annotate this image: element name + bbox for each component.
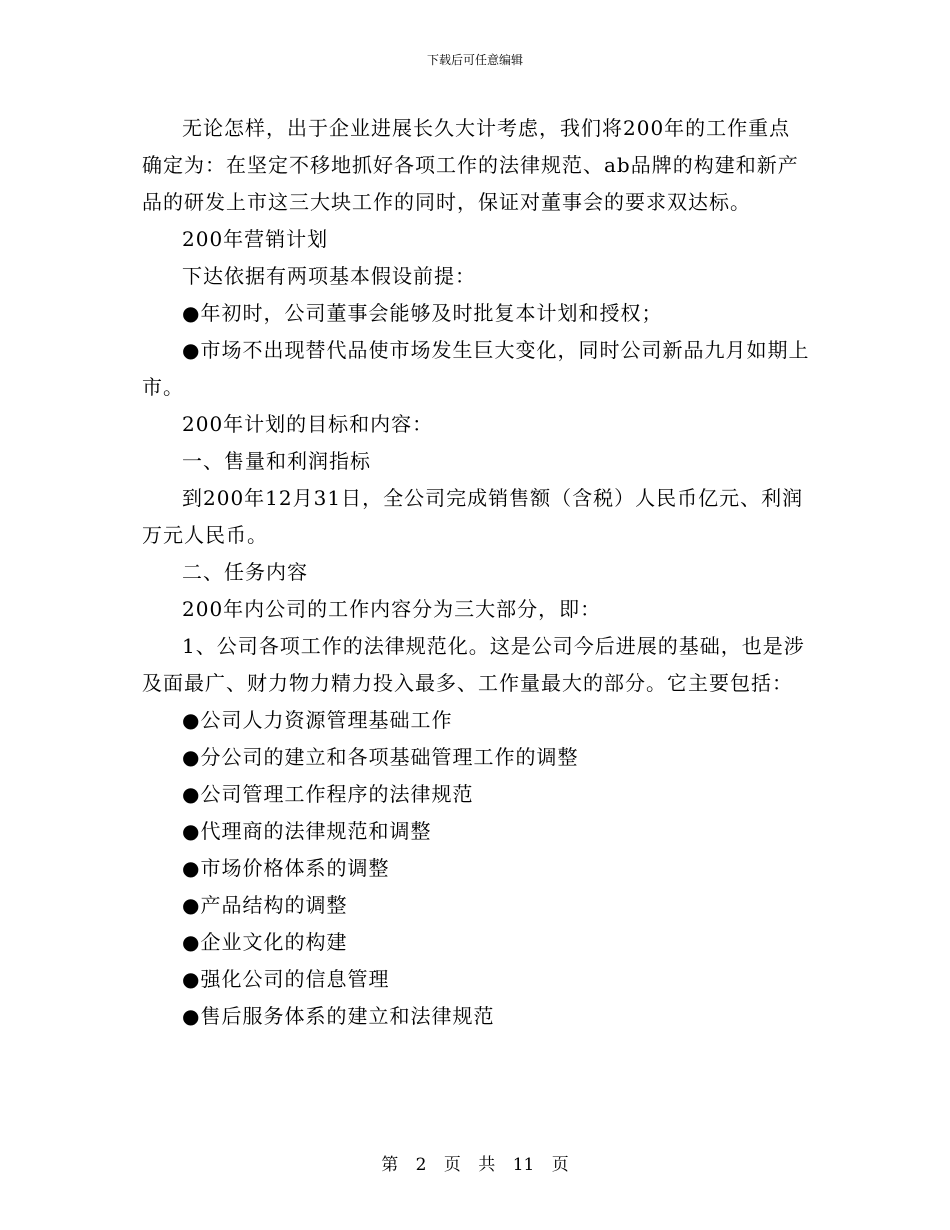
footer-label-total: 共 [478,1155,496,1175]
paragraph-three-parts: 200年内公司的工作内容分为三大部分，即： [182,597,602,621]
paragraph-part-one-legal: 1、公司各项工作的法律规范化。这是公司今后进展的基础，也是涉及面最广、财力物力精力投入最多、工作量最大的部分。它主要包括： [142,634,805,695]
paragraph-sales-target: 到200年12月31日，全公司完成销售额（含税）人民币亿元、利润万元人民币。 [142,486,804,547]
footer-label-page: 页 [443,1155,461,1175]
bullet-information-management: ●强化公司的信息管理 [182,967,390,991]
bullet-branch-setup: ●分公司的建立和各项基础管理工作的调整 [182,745,579,769]
heading-marketing-plan: 200年营销计划 [182,227,329,251]
bullet-after-sales-service: ●售后服务体系的建立和法律规范 [182,1004,495,1028]
document-body [142,110,810,1035]
paragraph-assumptions-intro: 下达依据有两项基本假设前提： [182,264,476,288]
heading-plan-goals: 200年计划的目标和内容： [182,412,434,436]
bullet-assumption-board-approval: ●年初时，公司董事会能够及时批复本计划和授权； [182,301,663,325]
page-header: 下载后可任意编辑 [426,53,523,67]
bullet-agent-regulation: ●代理商的法律规范和调整 [182,819,432,843]
heading-sales-profit-targets: 一、售量和利润指标 [182,449,371,473]
bullet-assumption-market-stable: ●市场不出现替代品使市场发生巨大变化，同时公司新品九月如期上市。 [142,338,810,399]
footer-label-suffix: 页 [551,1155,569,1175]
paragraph-focus-statement: 无论怎样，出于企业进展长久大计考虑，我们将200年的工作重点确定为：在坚定不移地抓好各项工作的法律规范、ab品牌的构建和新产品的研发上市这三大块工作的同时，保证对董事会的要求双达标。 [142,116,799,214]
page-footer [0,1154,950,1176]
bullet-product-structure: ●产品结构的调整 [182,893,348,917]
footer-current-page: 2 [415,1155,427,1175]
bullet-price-system: ●市场价格体系的调整 [182,856,390,880]
heading-task-content: 二、任务内容 [182,560,308,584]
bullet-corporate-culture: ●企业文化的构建 [182,930,348,954]
bullet-management-procedures: ●公司管理工作程序的法律规范 [182,782,474,806]
footer-total-pages: 11 [512,1155,535,1175]
bullet-hr-management: ●公司人力资源管理基础工作 [182,708,453,732]
footer-label-prefix: 第 [381,1155,399,1175]
